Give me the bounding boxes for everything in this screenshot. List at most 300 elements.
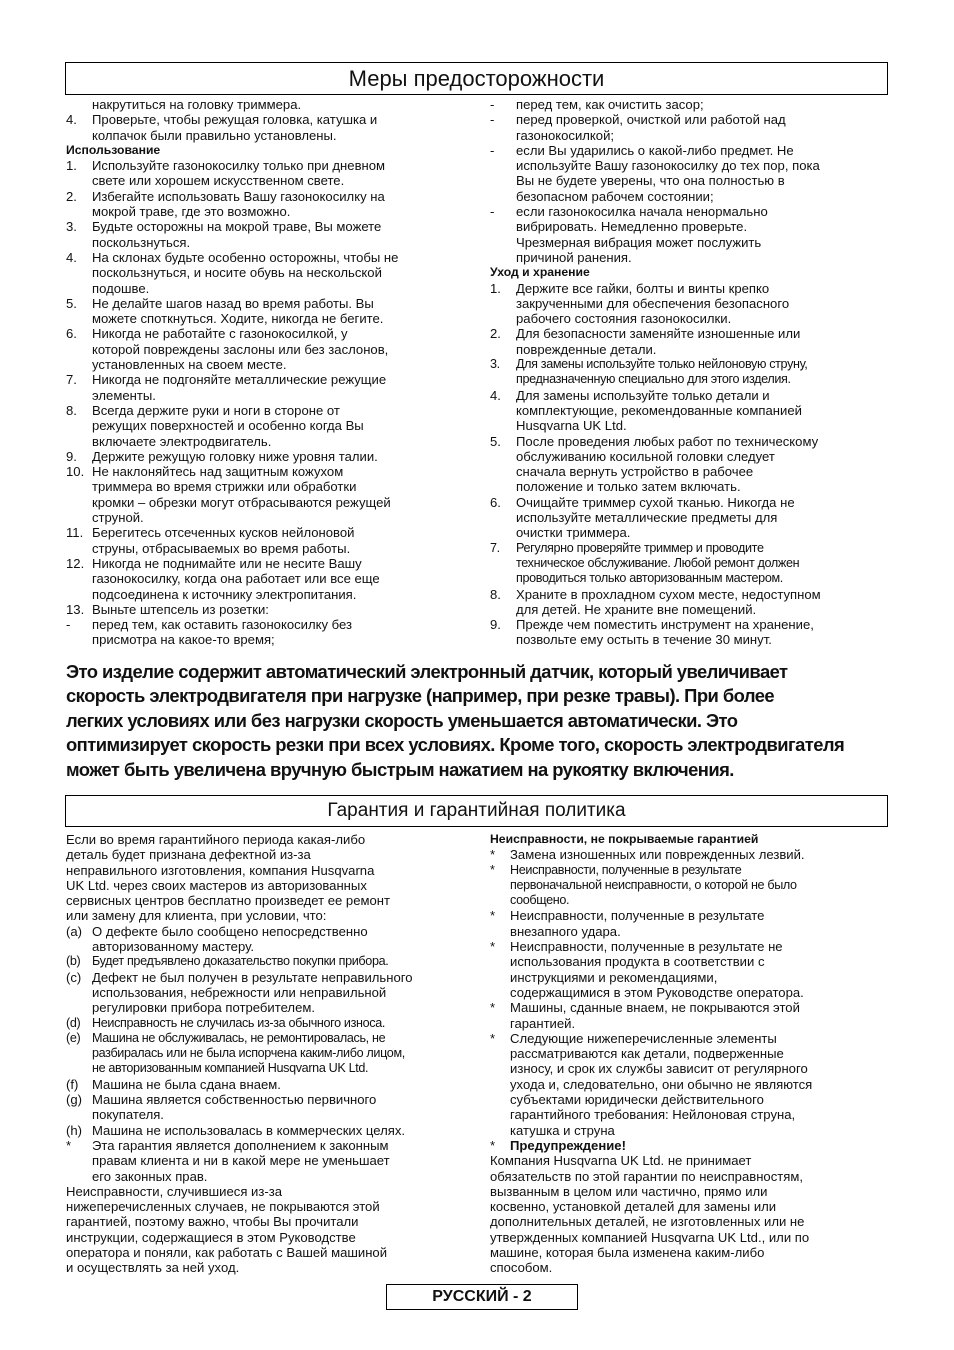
list-item-text: Неисправности, полученные в результате bbox=[510, 908, 765, 924]
list-item bbox=[66, 525, 476, 540]
notice-line: скорость электродвигателя при нагрузке (например, при резке травы). При более bbox=[66, 685, 775, 707]
safety-column-right bbox=[490, 97, 890, 648]
list-marker: (h) bbox=[66, 1122, 83, 1138]
list-item bbox=[490, 632, 890, 647]
paragraph-line: Если во время гарантийного периода какая-либо bbox=[66, 832, 366, 847]
list-item bbox=[490, 342, 890, 357]
list-item bbox=[66, 235, 476, 250]
list-item-text: разбиралась или не была испорчена каким-либо лицом, bbox=[92, 1046, 405, 1061]
list-marker bbox=[490, 1046, 510, 1061]
list-item bbox=[66, 388, 476, 403]
list-item bbox=[490, 1092, 890, 1107]
paragraph-line: утвержденных компанией Husqvarna UK Ltd., или по bbox=[490, 1229, 810, 1245]
list-item-text: струны, отбрасываемых во время работы. bbox=[92, 540, 351, 556]
list-item-text: Машина не была сдана внаем. bbox=[92, 1076, 281, 1092]
list-item bbox=[66, 939, 476, 954]
list-item-text: перед тем, как оставить газонокосилку без bbox=[92, 617, 353, 633]
list-item bbox=[66, 495, 476, 510]
list-marker bbox=[490, 556, 516, 571]
notice-line: может быть увеличена вручную быстрым нажатием на рукоятку включения. bbox=[66, 758, 734, 780]
list-item-text: Машины, сданные внаем, не покрываются этой bbox=[510, 1000, 800, 1016]
list-item bbox=[66, 632, 476, 647]
list-item bbox=[66, 617, 476, 632]
list-item bbox=[490, 863, 890, 878]
list-marker bbox=[490, 632, 516, 647]
list-item bbox=[490, 281, 890, 296]
paragraph-line: инструкции, содержащиеся в этом Руководстве bbox=[66, 1229, 356, 1245]
list-item-text: правам клиента и ни в какой мере не уменьшает bbox=[92, 1153, 390, 1169]
list-item bbox=[66, 418, 476, 433]
list-item-text: используйте металлические предметы для bbox=[516, 510, 778, 526]
list-marker: 4. bbox=[490, 387, 501, 403]
list-item bbox=[490, 296, 890, 311]
list-marker: - bbox=[490, 112, 495, 128]
list-item-text: Держите режущую головку ниже уровня талии. bbox=[92, 448, 378, 464]
list-item-text: Для замены используйте только детали и bbox=[516, 387, 770, 403]
list-marker bbox=[66, 311, 92, 326]
list-item-text: Машина является собственностью первичного bbox=[92, 1092, 377, 1108]
list-marker bbox=[66, 1046, 92, 1061]
list-marker: (d) bbox=[66, 1015, 81, 1030]
list-item bbox=[490, 1046, 890, 1061]
list-item-text: Прежде чем поместить инструмент на хранение, bbox=[516, 617, 814, 633]
list-item-text: Машина не обслуживалась, не ремонтировалась, не bbox=[92, 1030, 386, 1045]
list-item-text: можете споткнуться. Ходите, никогда не бегите. bbox=[92, 311, 384, 327]
list-item bbox=[490, 985, 890, 1000]
list-item bbox=[490, 1077, 890, 1092]
notice-line: Это изделие содержит автоматический электронный датчик, который увеличивает bbox=[66, 661, 788, 682]
list-item-text: Проверьте, чтобы режущая головка, катушка и bbox=[92, 112, 378, 128]
list-marker: 9. bbox=[490, 617, 501, 633]
list-item bbox=[490, 495, 890, 510]
list-item bbox=[66, 970, 476, 985]
list-item bbox=[490, 893, 890, 908]
paragraph-line: и осуществлять за ней уход. bbox=[66, 1260, 240, 1276]
list-marker bbox=[66, 357, 92, 372]
list-item-text: очистки триммера. bbox=[516, 525, 631, 541]
list-marker: 1. bbox=[490, 280, 501, 296]
list-item bbox=[490, 158, 890, 173]
list-item bbox=[490, 571, 890, 586]
list-item bbox=[66, 1031, 476, 1046]
list-marker bbox=[490, 296, 516, 311]
list-item-text: свете или хорошем искусственном свете. bbox=[92, 173, 345, 189]
list-item bbox=[490, 219, 890, 234]
list-marker bbox=[490, 878, 510, 893]
list-marker bbox=[490, 510, 516, 525]
list-item bbox=[66, 464, 476, 479]
list-item-text: Неисправности, полученные в результате не bbox=[510, 939, 783, 955]
list-item bbox=[490, 847, 890, 862]
list-item bbox=[66, 112, 476, 127]
list-item-text: Всегда держите руки и ноги в стороне от bbox=[92, 402, 340, 418]
list-item-text: сообщено. bbox=[510, 893, 570, 908]
list-item bbox=[66, 1169, 476, 1184]
list-item bbox=[66, 541, 476, 556]
list-item-text: предназначенную специально для этого изделия. bbox=[516, 372, 791, 387]
list-marker bbox=[66, 173, 92, 188]
list-item bbox=[66, 296, 476, 311]
list-marker bbox=[490, 1061, 510, 1076]
page-number-label: РУССКИЙ - 2 bbox=[386, 1284, 578, 1310]
list-marker bbox=[66, 281, 92, 296]
list-marker bbox=[490, 311, 516, 326]
list-marker bbox=[490, 571, 516, 586]
notice-line: легких условиях или без нагрузки скорость уменьшается автоматически. Это bbox=[66, 709, 738, 731]
list-marker bbox=[490, 1016, 510, 1031]
paragraph-line: вызванным в целом или частично, прямо или bbox=[490, 1183, 768, 1199]
list-item-text: которой повреждены заслоны или без заслонов, bbox=[92, 341, 389, 357]
list-item bbox=[66, 1016, 476, 1031]
list-marker bbox=[66, 985, 92, 1000]
list-marker: (c) bbox=[66, 969, 82, 985]
list-item-text: Избегайте использовать Вашу газонокосилку на bbox=[92, 188, 385, 204]
warranty-column-right bbox=[490, 832, 890, 1276]
list-item-text: Неисправность не случилась из-за обычного износа. bbox=[92, 1015, 386, 1030]
list-item bbox=[490, 878, 890, 893]
list-item-text: Не наклоняйтесь над защитным кожухом bbox=[92, 464, 344, 480]
paragraph-line: обязательств по этой гарантии по неисправностям, bbox=[490, 1168, 803, 1184]
list-item bbox=[490, 189, 890, 204]
list-item bbox=[490, 464, 890, 479]
list-marker: * bbox=[490, 1137, 496, 1153]
list-item bbox=[490, 97, 890, 112]
list-item bbox=[66, 587, 476, 602]
list-item-text: если Вы ударились о какой-либо предмет. Не bbox=[516, 142, 794, 158]
list-item-text: режущих поверхностей и особенно когда Вы bbox=[92, 418, 364, 434]
list-item-text: присмотра на какое-то время; bbox=[92, 632, 275, 648]
list-marker bbox=[66, 1061, 92, 1076]
list-item-text: Регулярно проверяйте триммер и проводите bbox=[516, 540, 764, 555]
list-marker: (e) bbox=[66, 1030, 81, 1045]
list-item bbox=[66, 311, 476, 326]
list-item-text: содержащимися в этом Руководстве оператора. bbox=[510, 984, 804, 1000]
list-item bbox=[490, 418, 890, 433]
list-item bbox=[490, 112, 890, 127]
list-item-text: Не делайте шагов назад во время работы. Вы bbox=[92, 295, 374, 311]
list-item-text: Эта гарантия является дополнением к законным bbox=[92, 1137, 389, 1153]
list-marker bbox=[66, 510, 92, 525]
list-item bbox=[66, 556, 476, 571]
list-item-text: техническое обслуживание. Любой ремонт должен bbox=[516, 555, 800, 570]
list-item-text: Очищайте триммер сухой тканью. Никогда не bbox=[516, 494, 795, 510]
notice-line: оптимизирует скорость резки при всех условиях. Кроме того, скорость электродвигателя bbox=[66, 734, 845, 756]
list-marker: 11. bbox=[66, 525, 84, 541]
list-marker bbox=[66, 265, 92, 280]
list-item bbox=[490, 510, 890, 525]
list-marker: 7. bbox=[490, 540, 500, 555]
list-item bbox=[66, 372, 476, 387]
list-marker bbox=[66, 342, 92, 357]
list-marker bbox=[66, 1153, 92, 1168]
list-marker bbox=[490, 525, 516, 540]
list-marker: 4. bbox=[66, 249, 77, 265]
list-item-text: рабочего состояния газонокосилки. bbox=[516, 311, 732, 327]
list-item bbox=[490, 128, 890, 143]
list-item-text: безопасном рабочем состоянии; bbox=[516, 188, 714, 204]
list-item-text: для детей. Не храните вне помещений. bbox=[516, 601, 757, 617]
list-item bbox=[66, 326, 476, 341]
list-marker: (a) bbox=[66, 923, 83, 939]
list-item-text: износу, и срок их службы зависит от регулярного bbox=[510, 1061, 808, 1077]
list-item-text: О дефекте было сообщено непосредственно bbox=[92, 923, 368, 939]
list-item-text: включаете электродвигатель. bbox=[92, 433, 272, 449]
list-item-text: используйте Вашу газонокосилку до тех пор, пока bbox=[516, 158, 820, 174]
list-item bbox=[490, 1138, 890, 1153]
list-item bbox=[490, 1000, 890, 1015]
list-item-text: внезапного удара. bbox=[510, 923, 621, 939]
list-item bbox=[490, 173, 890, 188]
list-marker bbox=[66, 632, 92, 647]
list-marker: 3. bbox=[66, 219, 77, 235]
list-marker bbox=[490, 342, 516, 357]
list-marker bbox=[66, 388, 92, 403]
list-marker: 9. bbox=[66, 448, 77, 464]
list-item bbox=[490, 326, 890, 341]
list-item-text: колпачок были правильно установлены. bbox=[92, 127, 337, 143]
list-item-text: Используйте газонокосилку только при дневном bbox=[92, 158, 386, 174]
list-item bbox=[490, 388, 890, 403]
list-item-text: позвольте ему остыть в течение 30 минут. bbox=[516, 632, 772, 648]
list-marker bbox=[490, 479, 516, 494]
list-item bbox=[66, 434, 476, 449]
list-item-text: обслуживанию косильной головки следует bbox=[516, 448, 775, 464]
list-item bbox=[490, 372, 890, 387]
list-marker: 10. bbox=[66, 464, 85, 480]
list-item-text: Вы не будете уверены, что она полностью в bbox=[516, 173, 785, 189]
list-marker: 2. bbox=[66, 188, 77, 204]
list-item bbox=[66, 954, 476, 969]
list-item bbox=[490, 403, 890, 418]
list-item-text: причиной ранения. bbox=[516, 249, 632, 265]
list-marker: 8. bbox=[66, 402, 77, 418]
list-item-text: Будьте осторожны на мокрой траве, Вы можете bbox=[92, 219, 382, 235]
list-item bbox=[66, 357, 476, 372]
list-item-text: Для безопасности заменяйте изношенные или bbox=[516, 326, 801, 342]
list-item-text: проводиться только авторизованным мастером. bbox=[516, 571, 783, 586]
list-item bbox=[490, 617, 890, 632]
list-marker: 8. bbox=[490, 586, 501, 602]
list-item-text: газонокосилкой; bbox=[516, 127, 615, 143]
safety-column-left bbox=[66, 97, 476, 648]
list-item-text: поскользнуться. bbox=[92, 234, 191, 250]
list-item bbox=[66, 1061, 476, 1076]
list-marker bbox=[490, 418, 516, 433]
list-item-text: Предупреждение! bbox=[510, 1137, 626, 1153]
list-item bbox=[490, 556, 890, 571]
list-item bbox=[490, 970, 890, 985]
list-marker bbox=[490, 1107, 510, 1122]
list-marker: - bbox=[66, 617, 71, 633]
page-title: Меры предосторожности bbox=[65, 62, 888, 95]
list-item-text: После проведения любых работ по техническому bbox=[516, 433, 819, 449]
paragraph-line: косвенно, установкой деталей для замены или bbox=[490, 1199, 777, 1215]
paragraph-line: способом. bbox=[490, 1260, 553, 1276]
list-marker: - bbox=[490, 142, 495, 158]
list-item bbox=[490, 541, 890, 556]
list-marker: - bbox=[490, 204, 495, 220]
list-marker bbox=[66, 204, 92, 219]
list-marker bbox=[66, 235, 92, 250]
sensor-notice bbox=[66, 660, 896, 782]
list-item bbox=[66, 219, 476, 234]
list-marker: 13. bbox=[66, 601, 85, 617]
list-item-text: Держите все гайки, болты и винты крепко bbox=[516, 280, 770, 296]
list-item bbox=[490, 525, 890, 540]
list-marker bbox=[490, 250, 516, 265]
list-marker: 4. bbox=[66, 112, 77, 128]
list-marker bbox=[490, 924, 510, 939]
list-item-text: если газонокосилка начала ненормально bbox=[516, 204, 768, 220]
list-item-text: триммера во время стрижки или обработки bbox=[92, 479, 357, 495]
list-item-text: Неисправности, полученные в результате bbox=[510, 862, 742, 877]
list-item-text: Никогда не подгоняйте металлические режущие bbox=[92, 372, 387, 388]
list-item bbox=[66, 189, 476, 204]
paragraph-line: нижеперечисленных случаев, не покрываются этой bbox=[66, 1199, 380, 1215]
list-item-text: Чрезмерная вибрация может послужить bbox=[516, 234, 762, 250]
list-item bbox=[66, 97, 476, 112]
paragraph-line: или замену для клиента, при условии, что: bbox=[66, 908, 327, 924]
paragraph-line: деталь будет признана дефектной из-за bbox=[66, 847, 311, 863]
list-item-text: перед проверкой, очисткой или работой над bbox=[516, 112, 786, 128]
list-marker: 7. bbox=[66, 372, 77, 388]
list-item bbox=[490, 924, 890, 939]
list-item bbox=[66, 510, 476, 525]
list-marker: * bbox=[490, 939, 496, 955]
paragraph-line: неправильного изготовления, компания Husqvarna bbox=[66, 862, 375, 878]
list-item-text: На склонах будьте особенно осторожны, чтобы не bbox=[92, 249, 399, 265]
list-item bbox=[66, 158, 476, 173]
list-item bbox=[66, 602, 476, 617]
list-marker: * bbox=[490, 847, 496, 863]
list-item bbox=[66, 1092, 476, 1107]
section-heading: Использование bbox=[66, 142, 161, 157]
list-marker bbox=[66, 128, 92, 143]
list-item-text: не авторизованным компанией Husqvarna UK Ltd. bbox=[92, 1061, 369, 1076]
paragraph-line: Компания Husqvarna UK Ltd. не принимает bbox=[490, 1153, 752, 1169]
list-item bbox=[490, 1031, 890, 1046]
list-marker: - bbox=[490, 97, 495, 112]
list-marker: * bbox=[490, 1030, 496, 1046]
list-marker: 6. bbox=[66, 326, 77, 342]
list-item-text: Машина не использовалась в коммерческих целях. bbox=[92, 1122, 406, 1138]
list-marker: (f) bbox=[66, 1076, 79, 1092]
list-item-text: вибрировать. Немедленно проверьте. bbox=[516, 219, 748, 235]
list-item-text: накрутиться на головку триммера. bbox=[92, 97, 302, 112]
warranty-title: Гарантия и гарантийная политика bbox=[65, 795, 888, 827]
list-item-text: подсоединена к источнику электропитания. bbox=[92, 586, 357, 602]
list-item-text: Берегитесь отсеченных кусков нейлоновой bbox=[92, 525, 355, 541]
list-item bbox=[490, 908, 890, 923]
list-marker bbox=[490, 173, 516, 188]
list-item bbox=[490, 311, 890, 326]
paragraph-line: машине, которая была изменена каким-либо bbox=[490, 1245, 765, 1261]
list-marker: 2. bbox=[490, 326, 501, 342]
list-item-text: ухода и, следовательно, они обычно не являются bbox=[510, 1076, 813, 1092]
list-item-text: использования, небрежности или неправильной bbox=[92, 984, 387, 1000]
list-item-text: Храните в прохладном сухом месте, недоступном bbox=[516, 586, 821, 602]
list-item-text: первоначальной неисправности, о которой не было bbox=[510, 877, 797, 892]
list-item bbox=[66, 449, 476, 464]
list-item bbox=[490, 1107, 890, 1122]
list-item-text: Никогда не поднимайте или не несите Вашу bbox=[92, 555, 362, 571]
list-item-text: катушка и струна bbox=[510, 1122, 615, 1138]
list-item-text: элементы. bbox=[92, 387, 156, 403]
list-marker bbox=[490, 464, 516, 479]
list-item bbox=[66, 479, 476, 494]
list-marker bbox=[490, 219, 516, 234]
list-item bbox=[490, 954, 890, 969]
list-marker bbox=[490, 1092, 510, 1107]
list-marker bbox=[66, 939, 92, 954]
paragraph-line: гарантией, поэтому важно, чтобы Вы прочитали bbox=[66, 1214, 359, 1230]
list-item bbox=[66, 985, 476, 1000]
list-item-text: закрученными для обеспечения безопасного bbox=[516, 295, 790, 311]
list-item bbox=[66, 128, 476, 143]
list-item-text: авторизованному мастеру. bbox=[92, 939, 254, 955]
list-item bbox=[66, 924, 476, 939]
list-marker bbox=[66, 1000, 92, 1015]
list-item bbox=[66, 250, 476, 265]
list-item-text: субъектами юридически действительного bbox=[510, 1092, 764, 1108]
list-marker: 6. bbox=[490, 494, 501, 510]
list-item bbox=[490, 1016, 890, 1031]
section-heading: Неисправности, не покрываемые гарантией bbox=[490, 832, 759, 846]
list-marker: 12. bbox=[66, 555, 85, 571]
list-item bbox=[66, 1077, 476, 1092]
list-marker: * bbox=[66, 1137, 72, 1153]
list-marker bbox=[490, 189, 516, 204]
list-item-text: покупателя. bbox=[92, 1107, 164, 1123]
paragraph-line: Неисправности, случившиеся из-за bbox=[66, 1183, 283, 1199]
paragraph-line: оператора и поняли, как работать с Вашей машиной bbox=[66, 1245, 388, 1261]
list-item bbox=[490, 939, 890, 954]
list-item-text: его законных прав. bbox=[92, 1168, 208, 1184]
list-marker bbox=[66, 1169, 92, 1184]
paragraph-line: дополнительных деталей, не изготовленных или не bbox=[490, 1214, 805, 1230]
list-item bbox=[490, 602, 890, 617]
list-item-text: Выньте штепсель из розетки: bbox=[92, 601, 269, 617]
list-item-text: кромки – обрезки могут отбрасываются режущей bbox=[92, 494, 391, 510]
list-item bbox=[66, 1107, 476, 1122]
section-heading: Уход и хранение bbox=[490, 265, 590, 280]
list-item bbox=[66, 281, 476, 296]
list-marker: 5. bbox=[66, 295, 77, 311]
list-marker bbox=[490, 1123, 510, 1138]
list-marker bbox=[66, 495, 92, 510]
list-item-text: комплектующие, рекомендованные компанией bbox=[516, 402, 802, 418]
list-item-text: поскользнуться, и носите обувь на нескольской bbox=[92, 265, 382, 281]
list-item bbox=[66, 571, 476, 586]
list-item-text: рассматриваются как детали, подверженные bbox=[510, 1046, 784, 1062]
list-marker: 5. bbox=[490, 433, 501, 449]
list-item-text: Замена изношенных или поврежденных лезвий. bbox=[510, 847, 805, 863]
list-item-text: Husqvarna UK Ltd. bbox=[516, 418, 627, 434]
list-item-text: положение и только затем включать. bbox=[516, 479, 741, 495]
list-marker bbox=[490, 970, 510, 985]
list-item bbox=[490, 587, 890, 602]
list-marker bbox=[66, 587, 92, 602]
list-item bbox=[66, 204, 476, 219]
list-item-text: подошве. bbox=[92, 280, 150, 296]
list-item-text: перед тем, как очистить засор; bbox=[516, 97, 704, 112]
list-item bbox=[490, 1123, 890, 1138]
list-item bbox=[66, 265, 476, 280]
list-marker bbox=[66, 541, 92, 556]
list-marker: * bbox=[490, 862, 495, 877]
list-marker bbox=[66, 97, 92, 112]
list-marker: (b) bbox=[66, 954, 81, 969]
